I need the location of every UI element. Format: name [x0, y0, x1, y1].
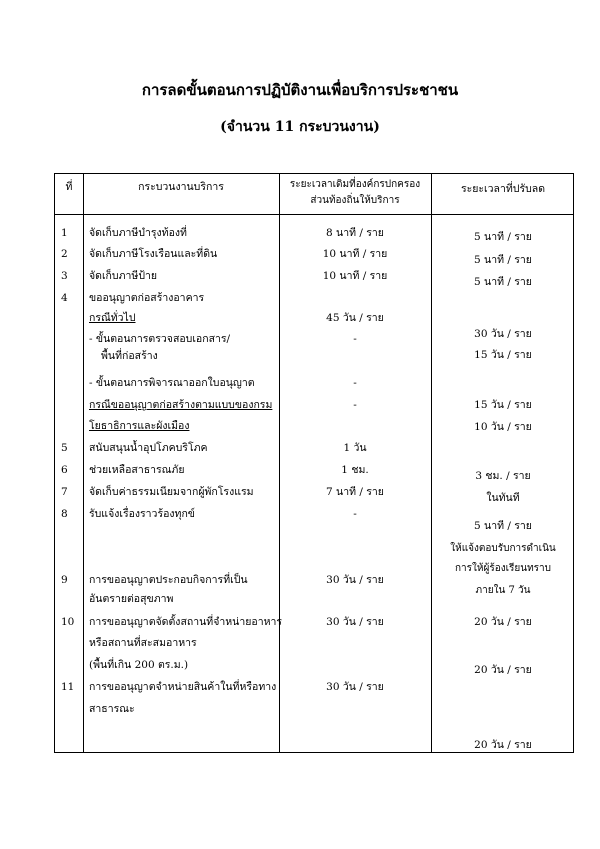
header-divider [55, 214, 573, 215]
row-11-no: 11 [61, 681, 75, 693]
row-8-service: รับแจ้งเรื่องราวร้องทุกข์ [89, 508, 195, 520]
row-10-no: 10 [61, 616, 75, 628]
column-divider [83, 174, 84, 752]
row-6-old-time: 1 ชม. [341, 464, 369, 476]
row-11-new-time: 20 วัน / ราย [474, 739, 532, 751]
page-subtitle: (จำนวน 11 กระบวนงาน) [220, 119, 380, 135]
row-3-new-time: 5 นาที / ราย [474, 276, 532, 288]
row-4-no: 4 [61, 292, 68, 304]
row-4-special-line2: โยธาธิการและผังเมือง [89, 420, 190, 432]
row-4-new-time-a: 30 วัน / ราย [474, 328, 532, 340]
row-10-service-line3: (พื้นที่เกิน 200 ตร.ม.) [89, 659, 189, 671]
row-8-new-time-line3: ภายใน 7 วัน [475, 585, 531, 596]
row-4-step2: - ขั้นตอนการพิจารณาออกใบอนุญาต [89, 377, 255, 389]
header-no: ที่ [65, 181, 73, 193]
row-10-service-line1: การขออนุญาตจัดตั้งสถานที่จำหน่ายอาหาร [89, 616, 283, 628]
row-4-general-old-time: 45 วัน / ราย [326, 312, 384, 324]
row-4-special-line1: กรณีขออนุญาตก่อสร้างตามแบบของกรม [89, 399, 273, 411]
row-8-no: 8 [61, 508, 68, 520]
header-new-time: ระยะเวลาที่ปรับลด [460, 183, 546, 195]
row-4-step1-line2: พื้นที่ก่อสร้าง [101, 350, 158, 362]
row-4-general-case: กรณีทั่วไป [89, 312, 136, 324]
row-10-service-line2: หรือสถานที่สะสมอาหาร [89, 637, 197, 649]
row-9-new-time: 20 วัน / ราย [474, 616, 532, 628]
row-9-old-time: 30 วัน / ราย [326, 574, 384, 586]
row-3-service: จัดเก็บภาษีป้าย [89, 270, 158, 282]
row-4-new-time-d: 10 วัน / ราย [474, 421, 532, 433]
row-4-new-time-b: 15 วัน / ราย [474, 349, 532, 361]
row-5-no: 5 [61, 442, 68, 454]
row-7-no: 7 [61, 486, 68, 498]
row-4-step2-old-time: - [353, 377, 357, 389]
row-8-new-time-line2: การให้ผู้ร้องเรียนทราบ [454, 563, 552, 574]
row-5-new-time: 3 ชม. / ราย [475, 470, 531, 482]
header-service: กระบวนงานบริการ [138, 181, 224, 193]
row-1-new-time: 5 นาที / ราย [474, 231, 532, 243]
row-5-old-time: 1 วัน [343, 442, 367, 454]
row-4-service: ขออนุญาตก่อสร้างอาคาร [89, 292, 205, 304]
row-2-new-time: 5 นาที / ราย [474, 254, 532, 266]
row-11-old-time: 30 วัน / ราย [326, 681, 384, 693]
row-6-service: ช่วยเหลือสาธารณภัย [89, 464, 185, 476]
row-7-old-time: 7 นาที / ราย [326, 486, 384, 498]
row-10-new-time: 20 วัน / ราย [474, 664, 532, 676]
row-8-old-time: - [353, 508, 357, 520]
row-9-service-line1: การขออนุญาตประกอบกิจการที่เป็น [89, 574, 248, 586]
row-6-new-time: ในทันที [486, 492, 520, 504]
row-1-old-time: 8 นาที / ราย [326, 227, 384, 239]
row-4-step1-line1: - ขั้นตอนการตรวจสอบเอกสาร/ [89, 333, 231, 345]
page-title: การลดขั้นตอนการปฏิบัติงานเพื่อบริการประชาชน [141, 81, 459, 99]
service-table [54, 173, 574, 753]
row-5-service: สนับสนุนน้ำอุปโภคบริโภค [89, 442, 208, 454]
row-1-no: 1 [61, 227, 68, 239]
row-11-service-line1: การขออนุญาตจำหน่ายสินค้าในที่หรือทาง [89, 681, 277, 693]
row-11-service-line2: สาธารณะ [89, 703, 135, 715]
row-8-new-time-line1: ให้แจ้งตอบรับการดำเนิน [450, 543, 556, 554]
row-7-service: จัดเก็บค่าธรรมเนียมจากผู้พักโรงแรม [89, 486, 254, 498]
row-2-old-time: 10 นาที / ราย [322, 248, 388, 260]
row-4-new-time-c: 15 วัน / ราย [474, 399, 532, 411]
row-3-old-time: 10 นาที / ราย [322, 270, 388, 282]
header-old-time-line1: ระยะเวลาเดิมที่องค์กรปกครอง [289, 179, 421, 190]
row-9-service-line2: อันตรายต่อสุขภาพ [89, 593, 174, 605]
row-7-new-time: 5 นาที / ราย [474, 520, 532, 532]
row-4-step1-old-time: - [353, 333, 357, 345]
row-10-old-time: 30 วัน / ราย [326, 616, 384, 628]
row-2-no: 2 [61, 248, 68, 260]
row-1-service: จัดเก็บภาษีบำรุงท้องที่ [89, 227, 187, 239]
row-9-no: 9 [61, 574, 68, 586]
row-6-no: 6 [61, 464, 68, 476]
header-old-time-line2: ส่วนท้องถิ่นให้บริการ [310, 195, 400, 206]
row-2-service: จัดเก็บภาษีโรงเรือนและที่ดิน [89, 248, 218, 260]
row-4-special-old-time: - [353, 399, 357, 411]
row-3-no: 3 [61, 270, 68, 282]
